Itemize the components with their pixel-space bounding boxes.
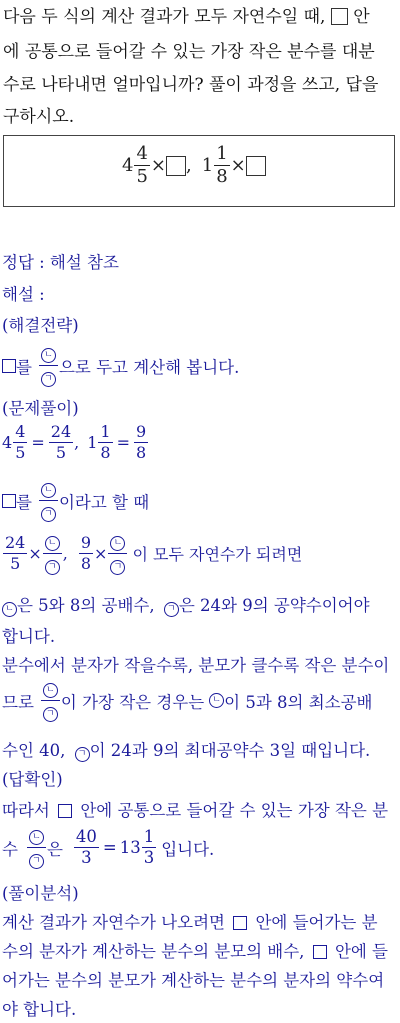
commentary-label: 해설 : bbox=[2, 285, 45, 304]
text: 이 5과 8의 최소공배 bbox=[224, 692, 373, 712]
circle-giyeok: ㄱ bbox=[43, 707, 58, 722]
equals-sign: = bbox=[102, 838, 117, 857]
text: 수인 40, bbox=[2, 741, 66, 760]
blank-box bbox=[331, 8, 348, 25]
mixed-whole: 1 bbox=[87, 433, 98, 452]
denominator: 5 bbox=[136, 166, 148, 187]
expression-box bbox=[3, 135, 395, 207]
analysis-line-2 bbox=[2, 938, 388, 962]
circle-nieun: ㄴ bbox=[45, 536, 60, 551]
solving-header: (문제풀이) bbox=[2, 399, 79, 418]
fraction bbox=[134, 424, 148, 461]
numerator: 9 bbox=[136, 422, 147, 441]
numerator: 1 bbox=[142, 829, 157, 849]
denominator: 8 bbox=[216, 166, 228, 187]
times-sign: × bbox=[150, 155, 166, 176]
analysis-line-4: 야 합니다. bbox=[2, 1000, 77, 1019]
circle-giyeok: ㄱ bbox=[29, 854, 44, 869]
denominator: 8 bbox=[100, 443, 111, 462]
fraction bbox=[74, 826, 99, 867]
fraction bbox=[134, 145, 149, 186]
circle-nieun: ㄴ bbox=[41, 483, 56, 498]
fraction bbox=[3, 535, 27, 572]
check-line-1 bbox=[2, 797, 388, 821]
text: 이 가장 작은 경우는 bbox=[60, 692, 205, 712]
check-header: (답확인) bbox=[2, 770, 63, 789]
circle-fraction bbox=[27, 826, 46, 869]
denominator: 5 bbox=[10, 554, 21, 573]
text: 계산 결과가 자연수가 나오려면 bbox=[2, 913, 225, 932]
circle-nieun: ㄴ bbox=[29, 830, 44, 845]
text: 은 24와 9의 공약수이어야 bbox=[178, 596, 370, 615]
denominator: 3 bbox=[81, 848, 92, 867]
text: 은 bbox=[46, 839, 63, 859]
assume-line bbox=[2, 479, 149, 522]
numerator: 4 bbox=[136, 143, 148, 164]
analysis-line-1 bbox=[2, 909, 378, 933]
text: 안에 공통으로 들어갈 수 있는 가장 작은 분 bbox=[80, 801, 389, 820]
product-line bbox=[2, 532, 302, 575]
mixed-whole: 13 bbox=[119, 838, 141, 857]
fraction bbox=[49, 424, 73, 461]
mixed-whole: 4 bbox=[122, 155, 134, 176]
strategy-line bbox=[2, 344, 239, 387]
denominator: 8 bbox=[136, 443, 147, 462]
circle-nieun: ㄴ bbox=[43, 683, 58, 698]
circle-fraction bbox=[39, 344, 58, 387]
denominator: 5 bbox=[55, 443, 67, 462]
expression bbox=[122, 145, 266, 186]
comma: , bbox=[62, 544, 68, 563]
text: 이 24과 9의 최대공약수 3일 때입니다. bbox=[89, 741, 371, 760]
question-line-1 bbox=[3, 2, 370, 27]
times-sign: × bbox=[28, 544, 42, 563]
text: 를 bbox=[16, 492, 32, 512]
numerator: 24 bbox=[50, 422, 72, 441]
equals-sign: = bbox=[116, 433, 131, 452]
circle-giyeok: ㄱ bbox=[75, 747, 90, 762]
question-text: 안 bbox=[353, 7, 370, 27]
reason-line-3 bbox=[2, 737, 370, 762]
circle-fraction bbox=[108, 532, 127, 575]
circle-nieun: ㄴ bbox=[209, 693, 224, 708]
circle-giyeok: ㄱ bbox=[41, 507, 56, 522]
comma: , bbox=[74, 433, 80, 452]
analysis-line-3: 어가는 분수의 분모가 계산하는 분수의 분자의 약수여 bbox=[2, 971, 385, 990]
blank-box bbox=[313, 945, 327, 959]
text: 이 모두 자연수가 되려면 bbox=[132, 545, 303, 564]
fraction bbox=[13, 424, 27, 461]
circle-nieun: ㄴ bbox=[110, 536, 125, 551]
blank-box bbox=[2, 359, 16, 373]
circle-giyeok: ㄱ bbox=[41, 372, 56, 387]
strategy-header: (해결전략) bbox=[2, 316, 79, 335]
text: 으로 두고 계산해 봅니다. bbox=[58, 357, 240, 377]
equation-1 bbox=[2, 424, 149, 461]
question-line-2: 에 공통으로 들어갈 수 있는 가장 작은 분수를 대분 bbox=[3, 42, 375, 62]
text: 안에 들 bbox=[334, 942, 388, 961]
text: 이라고 할 때 bbox=[58, 492, 150, 512]
circle-fraction bbox=[39, 479, 58, 522]
must-line: 합니다. bbox=[2, 627, 56, 646]
text: 를 bbox=[16, 357, 32, 377]
text: 수의 분자가 계산하는 분수의 분모의 배수, bbox=[2, 942, 305, 961]
check-line-2 bbox=[2, 826, 214, 869]
circle-giyeok: ㄱ bbox=[164, 602, 179, 617]
text: 입니다. bbox=[161, 839, 215, 859]
reason-line-2 bbox=[2, 679, 372, 722]
text: 수 bbox=[2, 839, 18, 859]
times-sign: × bbox=[94, 544, 108, 563]
numerator: 1 bbox=[100, 422, 111, 441]
circle-fraction bbox=[41, 679, 60, 722]
numerator: 1 bbox=[216, 143, 228, 164]
fraction bbox=[79, 535, 93, 572]
blank-box bbox=[246, 156, 266, 176]
circle-giyeok: ㄱ bbox=[45, 560, 60, 575]
numerator: 9 bbox=[80, 533, 92, 552]
circle-nieun: ㄴ bbox=[2, 602, 17, 617]
mixed-whole: 4 bbox=[2, 433, 13, 452]
text: 안에 들어가는 분 bbox=[255, 913, 378, 932]
circle-giyeok: ㄱ bbox=[110, 560, 125, 575]
question-line-4: 구하시오. bbox=[3, 107, 75, 127]
condition-line bbox=[2, 592, 370, 617]
numerator: 40 bbox=[74, 829, 99, 849]
blank-box bbox=[166, 156, 186, 176]
analysis-header: (풀이분석) bbox=[2, 884, 79, 903]
blank-box bbox=[2, 494, 16, 508]
reason-line-1: 분수에서 분자가 작을수록, 분모가 클수록 작은 분수이 bbox=[2, 656, 390, 675]
blank-box bbox=[58, 804, 72, 818]
circle-fraction bbox=[43, 532, 62, 575]
denominator: 3 bbox=[143, 848, 155, 867]
text: 므로 bbox=[2, 692, 34, 712]
question-text: 다음 두 식의 계산 결과가 모두 자연수일 때, bbox=[3, 7, 326, 27]
mixed-whole: 1 bbox=[201, 155, 214, 176]
numerator: 24 bbox=[5, 533, 26, 552]
numerator: 4 bbox=[15, 422, 26, 441]
answer-line: 정답 : 해설 참조 bbox=[2, 253, 119, 272]
text: 따라서 bbox=[2, 801, 50, 820]
denominator: 5 bbox=[15, 443, 26, 462]
times-sign: × bbox=[230, 155, 246, 176]
denominator: 8 bbox=[80, 554, 92, 573]
circle-nieun: ㄴ bbox=[41, 348, 56, 363]
text: 은 5와 8의 공배수, bbox=[17, 596, 155, 615]
fraction bbox=[98, 424, 112, 461]
blank-box bbox=[233, 916, 247, 930]
fraction bbox=[214, 145, 229, 186]
equals-sign: = bbox=[31, 433, 45, 452]
fraction bbox=[142, 826, 157, 867]
question-line-3: 수로 나타내면 얼마입니까? 풀이 과정을 쓰고, 답을 bbox=[3, 75, 379, 95]
comma: , bbox=[186, 155, 192, 176]
